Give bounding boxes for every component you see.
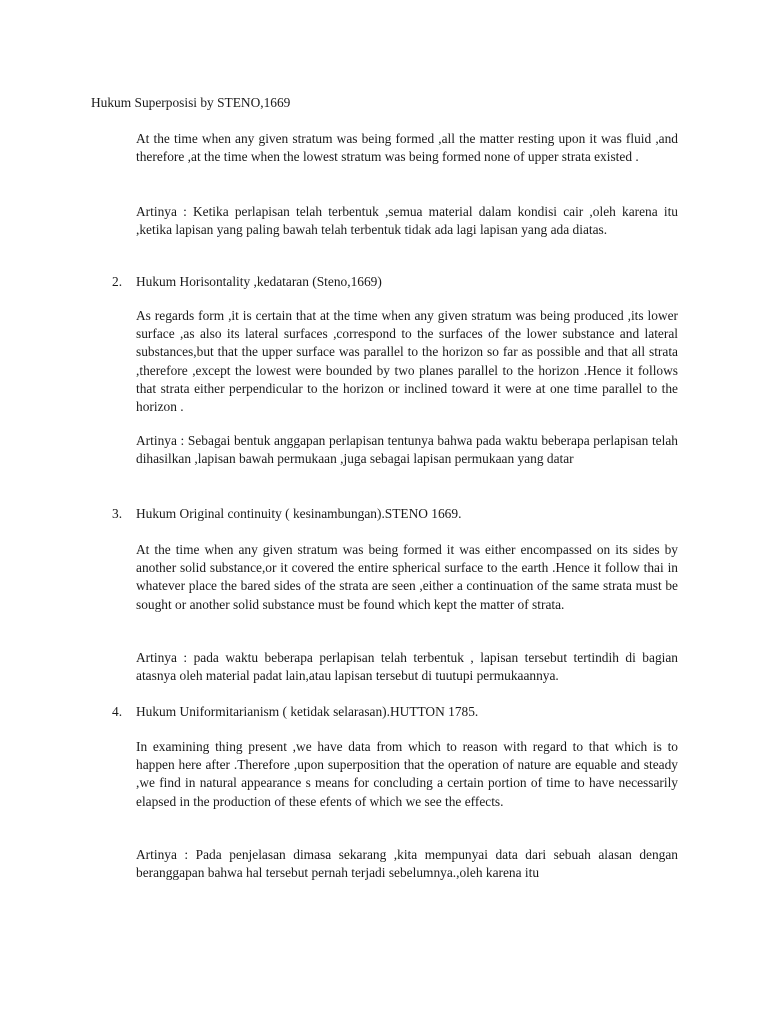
item-artinya-paragraph: Artinya : Sebagai bentuk anggapan perlapisan tentunya bahwa pada waktu beberapa perlapisan telah dihasilkan ,lapisan bawah permukaan ,juga sebagai lapisan permukaan yang datar (136, 433, 678, 467)
item-english-paragraph: In examining thing present ,we have data from which to reason with regard to that which is to happen here after .Therefore ,upon superposition that the operation of nature are equable and steady ,we find in natural appearance s means for concluding a certain portion of time to have necessarily elapsed in the production of these efents of which we see the effects. (136, 739, 678, 809)
item-artinya-paragraph: Artinya : Pada penjelasan dimasa sekarang ,kita mempunyai data dari sebuah alasan dengan beranggapan bahwa hal tersebut pernah terjadi sebelumnya.,oleh karena itu (136, 847, 678, 881)
item-number: 4. (112, 704, 123, 719)
item-title-horisontality: Hukum Horisontality ,kedataran (Steno,1669) (136, 274, 382, 289)
item-artinya-paragraph: Artinya : pada waktu beberapa perlapisan telah terbentuk , lapisan tersebut tertindih di bagian atasnya oleh material padat lain,atau lapisan tersebut di tuutupi permukaannya. (136, 650, 678, 684)
item-title-uniformitarianism: Hukum Uniformitarianism ( ketidak selarasan).HUTTON 1785. (136, 704, 479, 719)
item-english-paragraph: As regards form ,it is certain that at the time when any given stratum was being produced ,its lower surface ,as also its lateral surfaces ,correspond to the surfaces of the lower substance and lateral substances,but that the upper surface was parallel to the horizon so far as possible and that all strata ,therefore ,except the lowest were bounded by two planes parallel to the horizon .Hence it follows that strata either perpendicular to the horizon or inclined toward it were at one time parallel to the horizon . (136, 308, 678, 415)
item-number: 2. (112, 274, 123, 289)
document-heading: Hukum Superposisi by STENO,1669 (91, 95, 291, 110)
intro-english-paragraph: At the time when any given stratum was being formed ,all the matter resting upon it was fluid ,and therefore ,at the time when the lowest stratum was being formed none of upper strata existed . (136, 131, 678, 165)
item-english-paragraph: At the time when any given stratum was being formed it was either encompassed on its sides by another solid substance,or it covered the entire spherical surface to the earth .Hence it follow thai in whatever place the bared sides of the strata are seen ,either a continuation of the same strata must be sought or another solid substance must be found which kept the matter of strata. (136, 542, 678, 612)
item-number: 3. (112, 506, 123, 521)
item-title-original-continuity: Hukum Original continuity ( kesinambungan).STENO 1669. (136, 506, 462, 521)
intro-artinya-paragraph: Artinya : Ketika perlapisan telah terbentuk ,semua material dalam kondisi cair ,oleh karena itu ,ketika lapisan yang paling bawah telah terbentuk tidak ada lagi lapisan yang ada diatas. (136, 204, 678, 238)
